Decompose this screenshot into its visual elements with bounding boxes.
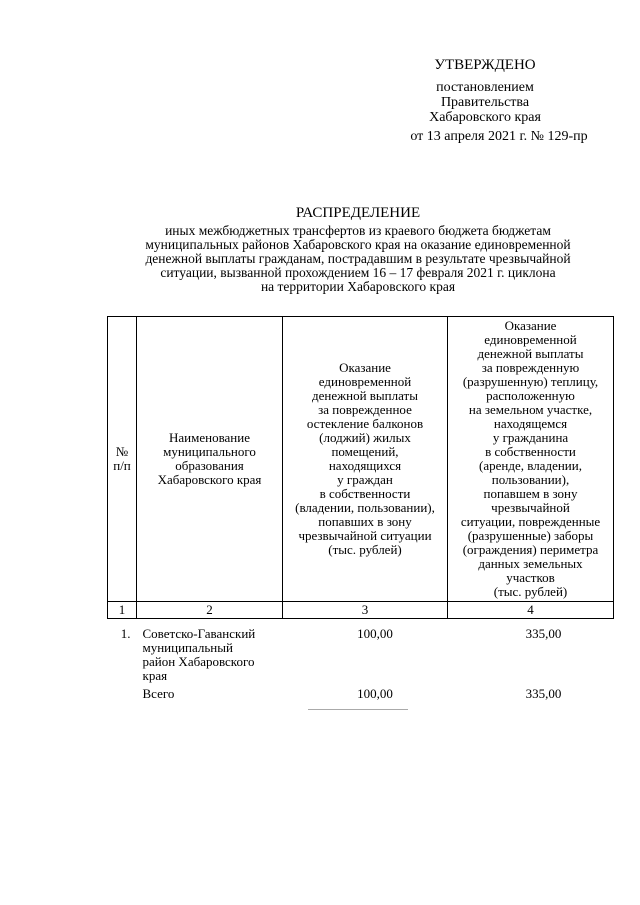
- row-number: [108, 683, 137, 701]
- row-number: 1.: [120, 626, 131, 641]
- table-row-total: [108, 683, 614, 701]
- row-municipality: Советско-Гаванский муниципальный район Хабаровского края: [142, 626, 256, 683]
- end-divider: [308, 709, 408, 710]
- row-total-col3: 100,00: [357, 686, 393, 701]
- subtitle-line: на территории Хабаровского края: [260, 279, 456, 294]
- approval-date: от 13 апреля 2021 г. № 129-пр: [410, 129, 588, 144]
- subtitle-line: иных межбюджетных трансфертов из краевого бюджета бюджетам: [165, 223, 551, 238]
- column-number-row: [108, 602, 614, 619]
- column-number: 3: [283, 602, 448, 619]
- column-number: 1: [108, 602, 137, 619]
- header-municipality: Наименование муниципального образования Хабаровского края: [137, 317, 283, 602]
- table-row: [108, 619, 614, 684]
- header-greenhouse-payment: Оказание единовременной денежной выплаты за поврежденную (разрушенную) теплицу, расположенную на земельном участке, находящемся у гражданина в собственности (аренде, владении, пользовании), попавшем в зону чрезвычайной ситуации, поврежденные (разрушенные) заборы (ограждения) периметра данных земельных участков (тыс. рублей): [448, 317, 614, 602]
- subtitle-line: ситуации, вызванной прохождением 16 – 17 февраля 2021 г. циклона: [160, 265, 556, 280]
- column-number: 2: [137, 602, 283, 619]
- document-title: РАСПРЕДЕЛЕНИЕ: [295, 205, 421, 221]
- table-header-row: [108, 317, 614, 602]
- document-subtitle: [100, 224, 616, 294]
- row-col4-value: 335,00: [525, 626, 562, 641]
- header-number: № п/п: [108, 317, 137, 602]
- approval-line-3: Хабаровского края: [429, 110, 541, 125]
- column-number: 4: [448, 602, 614, 619]
- row-total-label: Всего: [142, 686, 175, 701]
- subtitle-line: муниципальных районов Хабаровского края на оказание единовременной: [145, 237, 571, 252]
- approval-heading: УТВЕРЖДЕНО: [434, 57, 536, 73]
- subtitle-line: денежной выплаты гражданам, пострадавшим в результате чрезвычайной: [145, 251, 571, 266]
- approval-block: [360, 58, 610, 144]
- row-col3-value: 100,00: [357, 626, 393, 641]
- header-balcony-payment: Оказание единовременной денежной выплаты за поврежденное остекление балконов (лоджий) жилых помещений, находящихся у граждан в собственности (владении, пользовании), попавших в зону чрезвычайной ситуации (тыс. рублей): [283, 317, 448, 602]
- distribution-table: [107, 316, 614, 701]
- approval-line-1: постановлением: [436, 80, 534, 95]
- approval-line-2: Правительства: [440, 95, 530, 110]
- row-total-col4: 335,00: [525, 686, 562, 701]
